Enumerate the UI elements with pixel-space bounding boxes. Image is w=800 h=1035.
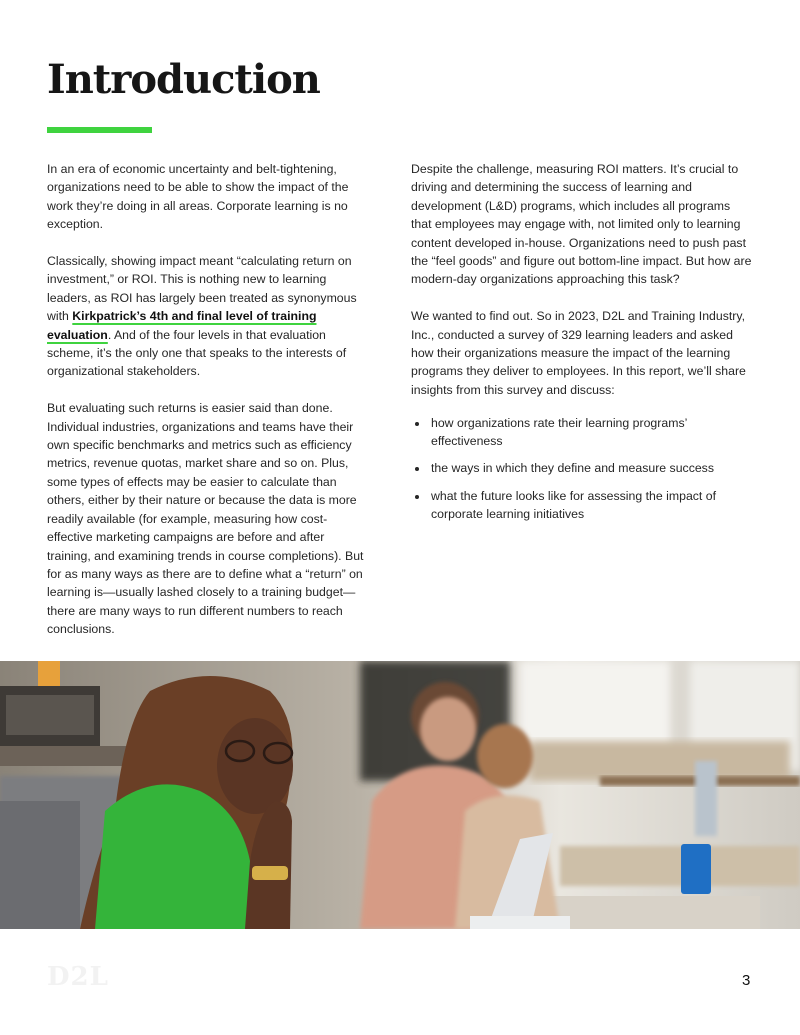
left-column <box>47 160 369 657</box>
d2l-logo: D2L <box>47 962 109 992</box>
paragraph-2-trailing-text: . And of the four levels in that evaluation scheme, it’s the only one that speaks to the interests of organizational stakeholders. <box>47 327 347 379</box>
page-number: 3 <box>742 972 751 989</box>
page-title: Introduction <box>47 56 320 103</box>
kirkpatrick-link[interactable]: Kirkpatrick’s 4th and final level of training evaluation <box>47 309 317 342</box>
discussion-topics-list <box>411 414 753 524</box>
title-accent-rule <box>47 127 152 133</box>
list-item: • what the future looks like for assessing the impact of corporate learning initiatives <box>429 487 753 524</box>
paragraph-2-lead-text: Classically, showing impact meant “calculating return on investment,” or ROI. This is nothing new to learning leaders, as ROI has largely been treated as synonymous with <box>47 254 357 324</box>
right-column <box>411 160 753 533</box>
list-item: • how organizations rate their learning programs’ effectiveness <box>429 414 753 451</box>
intro-paragraph-2 <box>47 252 369 381</box>
office-photo-illustration <box>0 661 800 929</box>
intro-paragraph-4: Despite the challenge, measuring ROI matters. It’s crucial to driving and determining the success of learning and development (L&D) programs, which includes all programs that employees may engage with, not limited only to learning content developed in-house. Organizations need to push past the “feel goods” and figure out bottom-line impact. But how are modern-day organizations approaching this task? <box>411 162 752 287</box>
intro-paragraph-1: In an era of economic uncertainty and belt-tightening, organizations need to be able to show the impact of the work they’re doing in all areas. Corporate learning is no exception. <box>47 162 349 232</box>
office-photo <box>0 661 800 929</box>
intro-paragraph-3: But evaluating such returns is easier said than done. Individual industries, organizations and teams have their own specific benchmarks and metrics such as efficiency metrics, revenue quotas, market share and so on. Plus, some types of effects may be easier to calculate than others, either by their nature or because the data is more readily available (for example, measuring how cost-effective marketing campaigns are before and after training, and examining trends in course completions). But for as many ways as there are to define what a “return” on learning is—usually lashed closely to a training budget—there are many ways to run different numbers to reach conclusions. <box>47 401 364 637</box>
intro-paragraph-5: We wanted to find out. So in 2023, D2L and Training Industry, Inc., conducted a survey of 329 learning leaders and asked how their organizations measure the impact of the learning programs they deliver to employees. In this report, we’ll share insights from this survey and discuss: <box>411 309 746 397</box>
list-item: • the ways in which they define and measure success <box>429 459 753 477</box>
